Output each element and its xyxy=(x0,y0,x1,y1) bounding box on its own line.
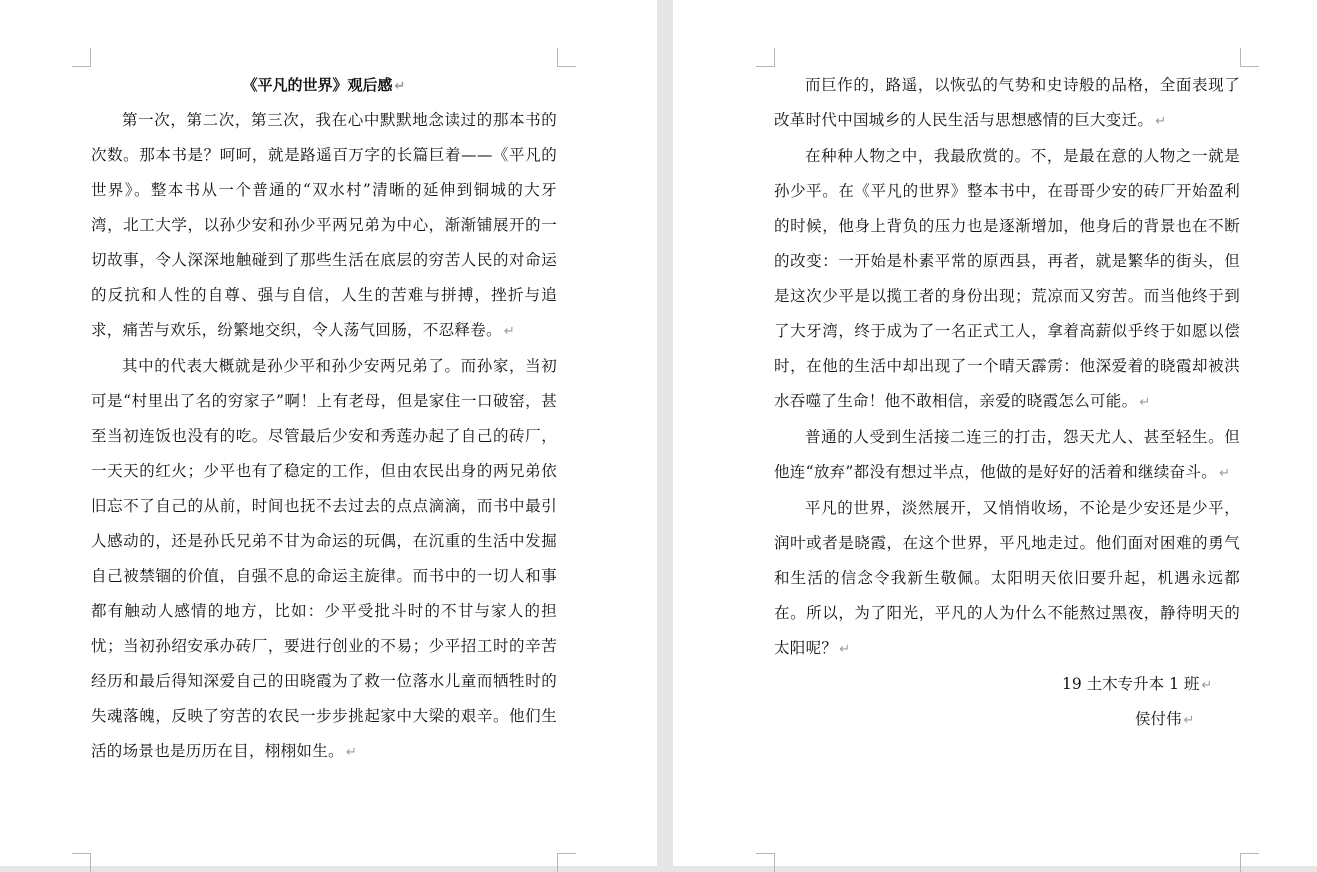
paragraph-mark: ↵ xyxy=(1183,713,1195,728)
paragraph-mark: ↵ xyxy=(1139,395,1151,410)
margin-corner-top-left xyxy=(756,48,775,67)
margin-corner-bottom-left xyxy=(72,853,91,872)
right-page-text[interactable] xyxy=(774,68,1240,737)
paragraph: 平凡的世界，淡然展开，又悄悄收场，不论是少安还是少平，润叶或者是晓霞，在这个世界，平凡地走过。他们面对困难的勇气和生活的信念令我新生敬佩。太阳明天依旧要升起，机遇永远都在。所以，为了阳光，平凡的人为什么不能熬过黑夜，静待明天的太阳呢？ ↵ xyxy=(774,499,1240,657)
margin-corner-top-left xyxy=(72,48,91,67)
paragraph-mark: ↵ xyxy=(839,642,851,657)
paragraph: 其中的代表大概就是孙少平和孙少安两兄弟了。而孙家，当初可是“村里出了名的穷家子”啊！上有老母，但是家住一口破窑，甚至当初连饭也没有的吃。尽管最后少安和秀莲办起了自己的砖厂，一天天的红火；少平也有了稳定的工作，但由农民出身的两兄弟依旧忘不了自己的从前，时间也抚不去过去的点点滴滴，而书中最引人感动的，还是孙氏兄弟不甘为命运的玩偶，在沉重的生活中发掘自己被禁锢的价值，自强不息的命运主旋律。而书中的一切人和事都有触动人感情的地方，比如：少平受批斗时的不甘与家人的担忧；当初孙绍安承办砖厂，要进行创业的不易；少平招工时的辛苦经历和最后得知深爱自己的田晓霞为了救一位落水儿童而牺牲时的失魂落魄，反映了穷苦的农民一步步挑起家中大梁的艰辛。他们生活的场景也是历历在目，栩栩如生。 ↵ xyxy=(91,357,557,760)
left-page-text[interactable] xyxy=(91,68,557,770)
paragraph-mark: ↵ xyxy=(1201,678,1213,693)
margin-corner-bottom-right xyxy=(1240,853,1259,872)
paragraph: 普通的人受到生活接二连三的打击，怨天尤人、甚至轻生。但他连“放弃”都没有想过半点，他做的是好好的活着和继续奋斗。 ↵ xyxy=(774,428,1240,481)
paragraph-mark: ↵ xyxy=(503,324,516,339)
paragraph-mark: ↵ xyxy=(1219,466,1231,481)
paragraph-mark: ↵ xyxy=(345,745,358,760)
paragraph-mark: ↵ xyxy=(1155,114,1167,129)
document-title: 《平凡的世界》观后感 ↵ xyxy=(242,76,406,94)
paragraph: 第一次，第二次，第三次，我在心中默默地念读过的那本书的次数。那本书是？呵呵，就是路遥百万字的长篇巨着——《平凡的世界》。整本书从一个普通的“双水村”清晰的延伸到铜城的大牙湾，北工大学，以孙少安和孙少平两兄弟为中心，渐渐铺展开的一切故事，令人深深地触碰到了那些生活在底层的穷苦人民的对命运的反抗和人性的自尊、强与自信，人生的苦难与拼搏，挫折与追求，痛苦与欢乐，纷繁地交织，令人荡气回肠，不忍释卷。 ↵ xyxy=(91,111,557,339)
paragraph: 在种种人物之中，我最欣赏的。不，是最在意的人物之一就是孙少平。在《平凡的世界》整本书中，在哥哥少安的砖厂开始盈利的时候，他身上背负的压力也是逐渐增加，他身后的背景也在不断的改变：一开始是朴素平常的原西县，再者，就是繁华的街头，但是这次少平是以揽工者的身份出现；荒凉而又穷苦。而当他终于到了大牙湾，终于成为了一名正式工人，拿着高薪似乎终于如愿以偿时，在他的生活中却出现了一个晴天霹雳：他深爱着的晓霞却被洪水吞噬了生命！他不敢相信，亲爱的晓霞怎么可能。 ↵ xyxy=(774,147,1240,410)
page-gutter xyxy=(657,0,673,866)
margin-corner-top-right xyxy=(557,48,576,67)
paragraph-continuation: 而巨作的，路遥，以恢弘的气势和史诗般的品格，全面表现了改革时代中国城乡的人民生活与思想感情的巨大变迁。 ↵ xyxy=(774,76,1240,129)
margin-corner-top-right xyxy=(1240,48,1259,67)
signature-class: 19 土木专升本 1 班 ↵ xyxy=(1062,675,1213,693)
margin-corner-bottom-right xyxy=(557,853,576,872)
margin-corner-bottom-left xyxy=(756,853,775,872)
signature-author: 侯付伟 ↵ xyxy=(1135,710,1195,728)
paragraph-mark: ↵ xyxy=(394,79,406,94)
